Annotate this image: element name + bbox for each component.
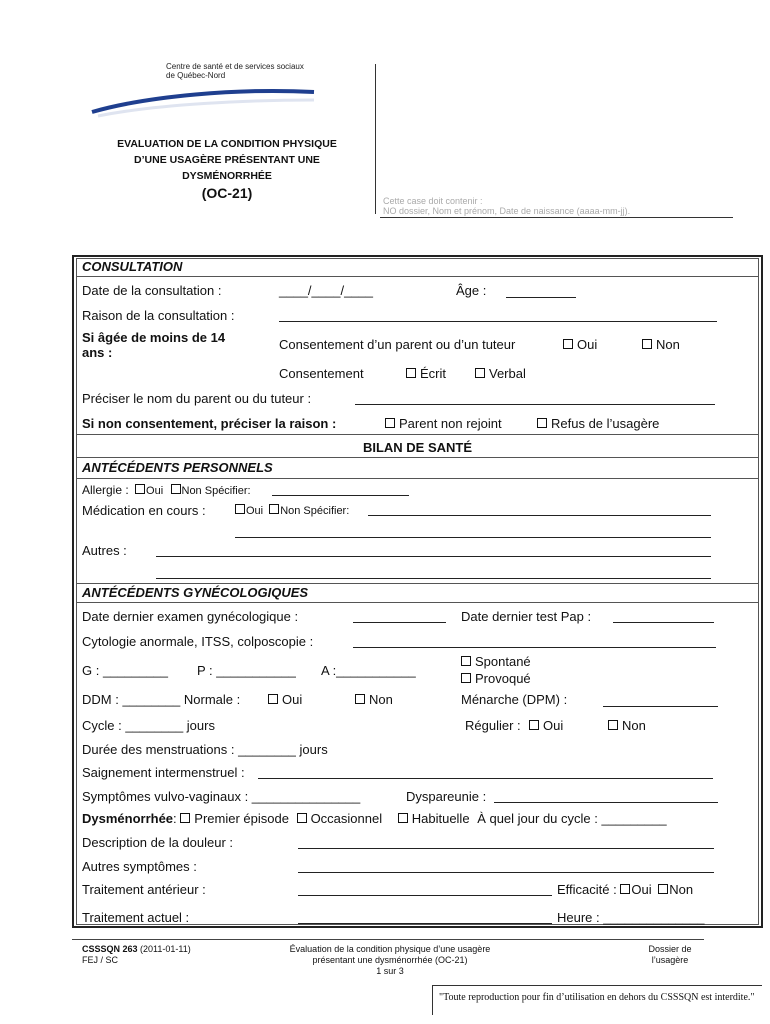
footer-left: CSSSQN 263 (2011-01-11) FEJ / SC <box>82 944 191 965</box>
divider <box>77 478 758 479</box>
checkbox-icon[interactable] <box>135 484 145 494</box>
no-consent-label: Si non consentement, préciser la raison : <box>82 416 337 431</box>
parent-consent-non[interactable]: Non <box>642 337 680 352</box>
parent-consent-label: Consentement d’un parent ou d’un tuteur <box>279 337 516 352</box>
spontane-option[interactable]: Spontané <box>461 654 531 669</box>
efficacite-row: Efficacité : Oui Non <box>557 882 694 897</box>
traitement-anterieur-label: Traitement antérieur : <box>82 882 206 897</box>
checkbox-icon[interactable] <box>180 813 190 823</box>
traitement-anterieur-field[interactable] <box>298 895 552 896</box>
checkbox-icon[interactable] <box>537 418 547 428</box>
checkbox-icon[interactable] <box>642 339 652 349</box>
form-title: EVALUATION DE LA CONDITION PHYSIQUE D’UNE USAGÈRE PRÉSENTANT UNE DYSMÉNORRHÉE (OC-21) <box>117 138 337 201</box>
autres-field[interactable] <box>156 556 711 557</box>
checkbox-icon[interactable] <box>268 694 278 704</box>
consent-type-label: Consentement <box>279 366 364 381</box>
bilan-title: BILAN DE SANTÉ <box>362 440 473 455</box>
footer-divider <box>72 939 704 940</box>
section-consultation: CONSULTATION <box>82 259 183 274</box>
section-gyneco: ANTÉCÉDENTS GYNÉCOLOGIQUES <box>82 585 309 600</box>
checkbox-icon[interactable] <box>461 656 471 666</box>
consent-ecrit[interactable]: Écrit <box>406 366 446 381</box>
douleur-field[interactable] <box>298 848 714 849</box>
g-field[interactable]: G : _________ <box>82 663 169 678</box>
symptomes-field[interactable]: Symptômes vulvo-vaginaux : _______________ <box>82 789 361 804</box>
heure-field[interactable]: Heure : ______________ <box>557 910 705 925</box>
traitement-actuel-label: Traitement actuel : <box>82 910 190 925</box>
divider <box>77 583 758 584</box>
dysmenorrhee-row: Dysménorrhée: Premier épisode Occasionnel Habituelle À quel jour du cycle : _________ <box>82 811 667 826</box>
p-field[interactable]: P : ___________ <box>197 663 296 678</box>
footer-right: Dossier de l’usagère <box>648 944 692 965</box>
org-name: Centre de santé et de services sociaux de Québec-Nord <box>166 62 304 80</box>
menarche-field[interactable] <box>603 706 718 707</box>
checkbox-icon[interactable] <box>658 884 668 894</box>
a-field[interactable]: A :___________ <box>321 663 416 678</box>
consultation-date-label: Date de la consultation : <box>82 283 222 298</box>
douleur-label: Description de la douleur : <box>82 835 234 850</box>
checkbox-icon[interactable] <box>475 368 485 378</box>
copyright-notice: "Toute reproduction pour fin d’utilisation en dehors du CSSSQN est interdite." <box>432 985 762 1015</box>
dyspareunie-label: Dyspareunie : <box>406 789 487 804</box>
normale-oui[interactable]: Oui <box>268 692 302 707</box>
traitement-actuel-field[interactable] <box>298 923 552 924</box>
allergy-row: Allergie : Oui Non Spécifier: <box>82 483 251 497</box>
duree-field[interactable]: Durée des menstruations : ________ jours <box>82 742 328 757</box>
medication-options: Oui Non Spécifier: <box>235 504 349 517</box>
autres-symptomes-field[interactable] <box>298 872 714 873</box>
header-divider <box>375 64 376 214</box>
cytology-label: Cytologie anormale, ITSS, colposcopie : <box>82 634 314 649</box>
age-label: Âge : <box>456 283 487 298</box>
footer-center: Évaluation de la condition physique d’une usagère présentant une dysménorrhée (OC-21) 1 sur 3 <box>289 944 491 976</box>
checkbox-icon[interactable] <box>355 694 365 704</box>
normale-non[interactable]: Non <box>355 692 393 707</box>
user-refusal[interactable]: Refus de l’usagère <box>537 416 659 431</box>
menarche-label: Ménarche (DPM) : <box>461 692 568 707</box>
checkbox-icon[interactable] <box>171 484 181 494</box>
checkbox-icon[interactable] <box>461 673 471 683</box>
provoque-option[interactable]: Provoqué <box>461 671 531 686</box>
medication-field-2[interactable] <box>235 537 711 538</box>
parent-consent-oui[interactable]: Oui <box>563 337 597 352</box>
under14-label: Si âgée de moins de 14 ans : <box>82 330 226 360</box>
pap-label: Date dernier test Pap : <box>461 609 592 624</box>
autres-symptomes-label: Autres symptômes : <box>82 859 197 874</box>
parent-not-reached[interactable]: Parent non rejoint <box>385 416 502 431</box>
dyspareunie-field[interactable] <box>494 802 718 803</box>
reason-label: Raison de la consultation : <box>82 308 235 323</box>
saignement-label: Saignement intermenstruel : <box>82 765 245 780</box>
reason-field[interactable] <box>279 321 717 322</box>
logo-swoosh-icon <box>88 78 318 118</box>
pap-field[interactable] <box>613 622 714 623</box>
regulier-non[interactable]: Non <box>608 718 646 733</box>
divider <box>77 434 758 435</box>
checkbox-icon[interactable] <box>529 720 539 730</box>
checkbox-icon[interactable] <box>385 418 395 428</box>
checkbox-icon[interactable] <box>269 504 279 514</box>
checkbox-icon[interactable] <box>398 813 408 823</box>
divider <box>77 457 758 458</box>
section-personnels: ANTÉCÉDENTS PERSONNELS <box>82 460 273 475</box>
regulier-oui[interactable]: Oui <box>529 718 563 733</box>
medication-label: Médication en cours : <box>82 503 206 518</box>
checkbox-icon[interactable] <box>608 720 618 730</box>
autres-label: Autres : <box>82 543 127 558</box>
checkbox-icon[interactable] <box>235 504 245 514</box>
allergy-field[interactable] <box>272 495 409 496</box>
divider <box>77 276 758 277</box>
patient-id-line <box>380 217 733 218</box>
checkbox-icon[interactable] <box>297 813 307 823</box>
autres-field-2[interactable] <box>156 578 711 579</box>
exam-label: Date dernier examen gynécologique : <box>82 609 299 624</box>
ddm-label: DDM : ________ Normale : <box>82 692 241 707</box>
divider <box>77 602 758 603</box>
exam-field[interactable] <box>353 622 446 623</box>
patient-id-note: Cette case doit contenir : NO dossier, Nom et prénom, Date de naissance (aaaa-mm-jj). <box>383 196 631 216</box>
parent-name-label: Préciser le nom du parent ou du tuteur : <box>82 391 312 406</box>
cytology-field[interactable] <box>353 647 716 648</box>
age-field[interactable] <box>506 297 576 298</box>
checkbox-icon[interactable] <box>563 339 573 349</box>
checkbox-icon[interactable] <box>406 368 416 378</box>
regulier-label: Régulier : <box>465 718 521 733</box>
cycle-field[interactable]: Cycle : ________ jours <box>82 718 215 733</box>
checkbox-icon[interactable] <box>620 884 630 894</box>
consultation-date-field[interactable]: ____/____/____ <box>279 283 373 298</box>
saignement-field[interactable] <box>258 778 713 779</box>
consent-verbal[interactable]: Verbal <box>475 366 526 381</box>
medication-field[interactable] <box>368 515 711 516</box>
parent-name-field[interactable] <box>355 404 715 405</box>
